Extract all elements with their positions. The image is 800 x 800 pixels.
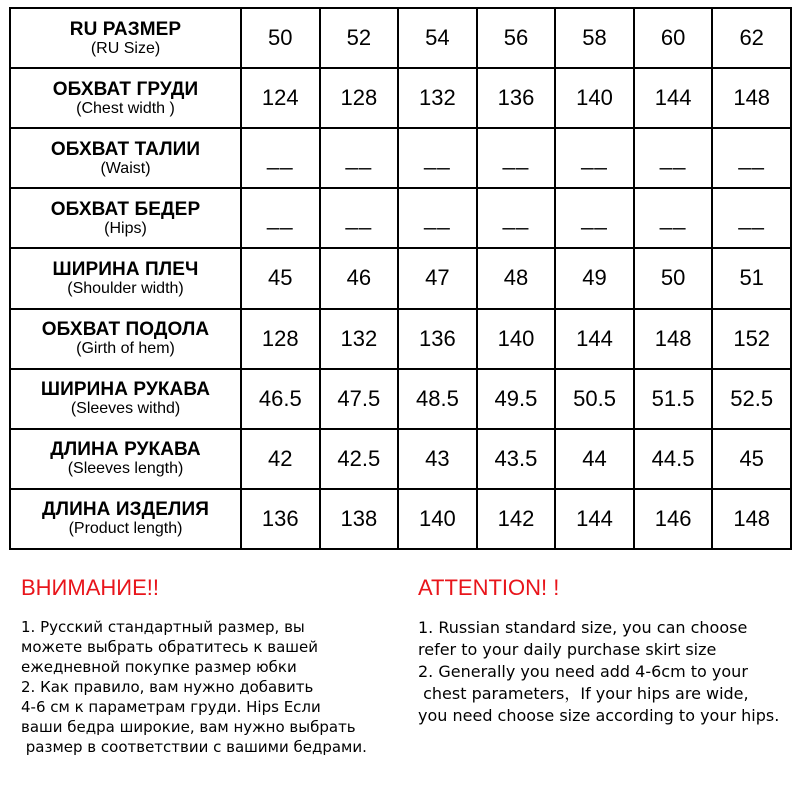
notes-russian bbox=[21, 575, 411, 757]
table-row bbox=[10, 309, 791, 369]
note-line: ваши бедра широкие, вам нужно выбрать bbox=[21, 718, 356, 736]
row-sublabel: (Chest width ) bbox=[76, 99, 175, 117]
table-cell: 124 bbox=[241, 68, 320, 128]
table-row bbox=[10, 68, 791, 128]
table-cell: 52.5 bbox=[712, 369, 791, 429]
measurement-label bbox=[10, 309, 241, 369]
table-cell: 58 bbox=[555, 8, 634, 68]
table-cell: 148 bbox=[634, 309, 713, 369]
note-line: chest parameters，If your hips are wide, bbox=[418, 684, 749, 703]
size-header-label bbox=[10, 8, 241, 68]
table-cell: 146 bbox=[634, 489, 713, 549]
table-cell: 152 bbox=[712, 309, 791, 369]
table-cell: 144 bbox=[634, 68, 713, 128]
table-cell: 49 bbox=[555, 248, 634, 308]
table-cell: __ bbox=[555, 188, 634, 248]
table-row bbox=[10, 188, 791, 248]
table-cell: __ bbox=[241, 128, 320, 188]
row-label: RU РАЗМЕР bbox=[69, 18, 182, 40]
measurement-label bbox=[10, 68, 241, 128]
measurement-label bbox=[10, 128, 241, 188]
table-cell: __ bbox=[634, 188, 713, 248]
table-cell: 148 bbox=[712, 489, 791, 549]
notes-en-lines bbox=[418, 617, 800, 727]
table-cell: 138 bbox=[320, 489, 399, 549]
row-sublabel: (Product length) bbox=[68, 520, 183, 538]
table-cell: 43 bbox=[398, 429, 477, 489]
table-cell: 51 bbox=[712, 248, 791, 308]
attention-heading-ru: ВНИМАНИЕ!! bbox=[21, 575, 159, 600]
table-row bbox=[10, 489, 791, 549]
table-cell: 43.5 bbox=[477, 429, 556, 489]
table-cell: 140 bbox=[398, 489, 477, 549]
table-cell: 56 bbox=[477, 8, 556, 68]
table-cell: 140 bbox=[477, 309, 556, 369]
row-label: ОБХВАТ БЕДЕР bbox=[50, 198, 201, 220]
table-cell: __ bbox=[712, 128, 791, 188]
note-line: you need choose size according to your hips. bbox=[418, 706, 780, 725]
table-cell: __ bbox=[241, 188, 320, 248]
row-sublabel: (Girth of hem) bbox=[76, 340, 175, 358]
row-label: ДЛИНА РУКАВА bbox=[50, 439, 201, 461]
table-cell: __ bbox=[555, 128, 634, 188]
table-cell: 51.5 bbox=[634, 369, 713, 429]
table-cell: 144 bbox=[555, 309, 634, 369]
table-row bbox=[10, 128, 791, 188]
row-sublabel: (RU Size) bbox=[90, 39, 161, 57]
table-cell: 46.5 bbox=[241, 369, 320, 429]
table-cell: 148 bbox=[712, 68, 791, 128]
table-cell: 136 bbox=[477, 68, 556, 128]
row-sublabel: (Sleeves withd) bbox=[70, 400, 181, 418]
table-cell: __ bbox=[320, 128, 399, 188]
row-label: ОБХВАТ ПОДОЛА bbox=[41, 319, 210, 341]
notes-english bbox=[418, 575, 800, 727]
row-label: ШИРИНА ПЛЕЧ bbox=[52, 258, 199, 280]
row-sublabel: (Shoulder width) bbox=[67, 279, 184, 297]
table-cell: 47.5 bbox=[320, 369, 399, 429]
row-sublabel: (Sleeves length) bbox=[67, 460, 184, 478]
table-cell: 128 bbox=[241, 309, 320, 369]
table-cell: 45 bbox=[712, 429, 791, 489]
note-line: ежедневной покупке размер юбки bbox=[21, 658, 297, 676]
table-cell: 62 bbox=[712, 8, 791, 68]
table-cell: __ bbox=[398, 128, 477, 188]
note-line: refer to your daily purchase skirt size bbox=[418, 640, 717, 659]
table-cell: 50 bbox=[241, 8, 320, 68]
table-cell: 132 bbox=[320, 309, 399, 369]
table-row bbox=[10, 248, 791, 308]
note-line: 1. Русский стандартный размер, вы bbox=[21, 618, 305, 636]
note-line: 2. Как правило, вам нужно добавить bbox=[21, 678, 314, 696]
table-cell: 48 bbox=[477, 248, 556, 308]
table-row bbox=[10, 369, 791, 429]
table-cell: 142 bbox=[477, 489, 556, 549]
table-cell: 44 bbox=[555, 429, 634, 489]
table-cell: 49.5 bbox=[477, 369, 556, 429]
table-cell: __ bbox=[320, 188, 399, 248]
table-cell: 47 bbox=[398, 248, 477, 308]
table-cell: __ bbox=[634, 128, 713, 188]
table-cell: __ bbox=[712, 188, 791, 248]
measurement-label bbox=[10, 188, 241, 248]
table-cell: 136 bbox=[398, 309, 477, 369]
table-cell: 42 bbox=[241, 429, 320, 489]
table-cell: 132 bbox=[398, 68, 477, 128]
row-label: ОБХВАТ ТАЛИИ bbox=[50, 138, 201, 160]
size-chart-body bbox=[10, 8, 791, 549]
size-chart-table bbox=[9, 7, 792, 550]
table-header-row bbox=[10, 8, 791, 68]
measurement-label bbox=[10, 489, 241, 549]
table-cell: 50.5 bbox=[555, 369, 634, 429]
note-line: можете выбрать обратитесь к вашей bbox=[21, 638, 318, 656]
table-cell: 136 bbox=[241, 489, 320, 549]
row-label: ДЛИНА ИЗДЕЛИЯ bbox=[42, 499, 209, 521]
note-line: 1. Russian standard size, you can choose bbox=[418, 618, 748, 637]
table-cell: 60 bbox=[634, 8, 713, 68]
table-row bbox=[10, 429, 791, 489]
table-cell: __ bbox=[477, 188, 556, 248]
note-line: 2. Generally you need add 4-6cm to your bbox=[418, 662, 748, 681]
measurement-label bbox=[10, 248, 241, 308]
table-cell: 44.5 bbox=[634, 429, 713, 489]
row-sublabel: (Hips) bbox=[104, 219, 147, 237]
table-cell: 48.5 bbox=[398, 369, 477, 429]
table-cell: 144 bbox=[555, 489, 634, 549]
table-cell: 46 bbox=[320, 248, 399, 308]
row-sublabel: (Waist) bbox=[100, 159, 151, 177]
attention-heading-en: ATTENTION! ! bbox=[418, 575, 560, 600]
row-label: ОБХВАТ ГРУДИ bbox=[52, 78, 199, 100]
table-cell: 52 bbox=[320, 8, 399, 68]
note-line: размер в соответствии с вашими бедрами. bbox=[21, 738, 367, 756]
row-label: ШИРИНА РУКАВА bbox=[40, 379, 211, 401]
table-cell: __ bbox=[398, 188, 477, 248]
table-cell: 140 bbox=[555, 68, 634, 128]
measurement-label bbox=[10, 429, 241, 489]
table-cell: __ bbox=[477, 128, 556, 188]
notes-ru-lines bbox=[21, 617, 411, 757]
table-cell: 50 bbox=[634, 248, 713, 308]
table-cell: 128 bbox=[320, 68, 399, 128]
table-cell: 54 bbox=[398, 8, 477, 68]
measurement-label bbox=[10, 369, 241, 429]
table-cell: 42.5 bbox=[320, 429, 399, 489]
note-line: 4-6 см к параметрам груди. Hips Если bbox=[21, 698, 321, 716]
table-cell: 45 bbox=[241, 248, 320, 308]
